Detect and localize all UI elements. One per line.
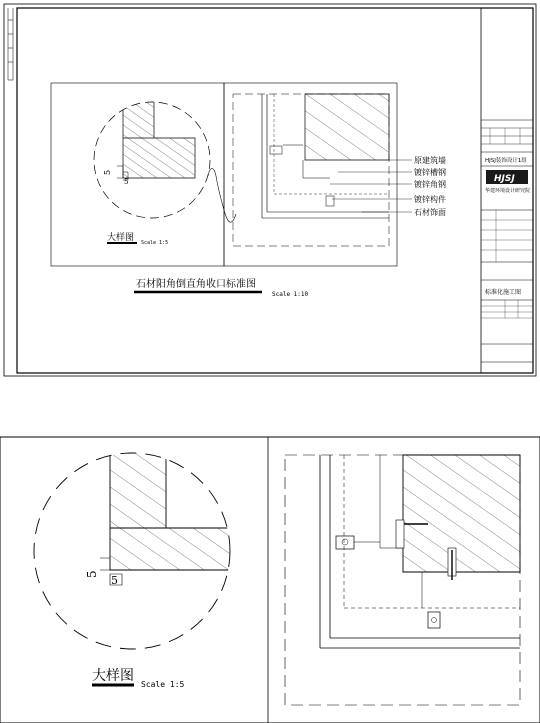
detail-title-large: 大样图 — [92, 668, 134, 684]
label-original-wall: 原建筑墙 — [414, 156, 446, 165]
label-stone-facing: 石材饰面 — [414, 208, 446, 217]
sheet-name: 标准化施工图 — [485, 289, 522, 296]
dimension-label: 5 — [103, 169, 112, 175]
corner-section-large — [285, 455, 520, 705]
detail-title-small: 大样图 — [107, 233, 135, 243]
detail-scale-small: Scale 1:5 — [141, 240, 169, 246]
bottom-enlarged-view — [0, 437, 540, 723]
detail-circle-small — [94, 95, 210, 218]
dimension-label-large: 5 — [85, 570, 99, 578]
label-channel-steel: 镀锌槽钢 — [414, 168, 446, 177]
dimension-label-large-2: 5 — [111, 574, 118, 587]
label-angle-steel: 镀锌角钢 — [414, 180, 446, 189]
company-banner: HJSJ装饰设计1组 — [485, 158, 527, 164]
company-name: 华建环境设计研究院 — [485, 188, 531, 194]
detail-scale-large: Scale 1:5 — [141, 680, 185, 689]
corner-section-small — [233, 94, 412, 246]
logo-text: HJSJ — [494, 174, 515, 184]
main-scale: Scale 1:10 — [272, 291, 309, 298]
detail-circle-large — [34, 440, 240, 649]
label-galvanized-part: 镀锌构件 — [414, 195, 446, 204]
binding-strip — [8, 8, 13, 80]
top-sheet — [4, 4, 536, 376]
dimension-label: 5 — [124, 178, 129, 186]
main-title: 石材阳角倒直角收口标准图 — [136, 279, 256, 290]
